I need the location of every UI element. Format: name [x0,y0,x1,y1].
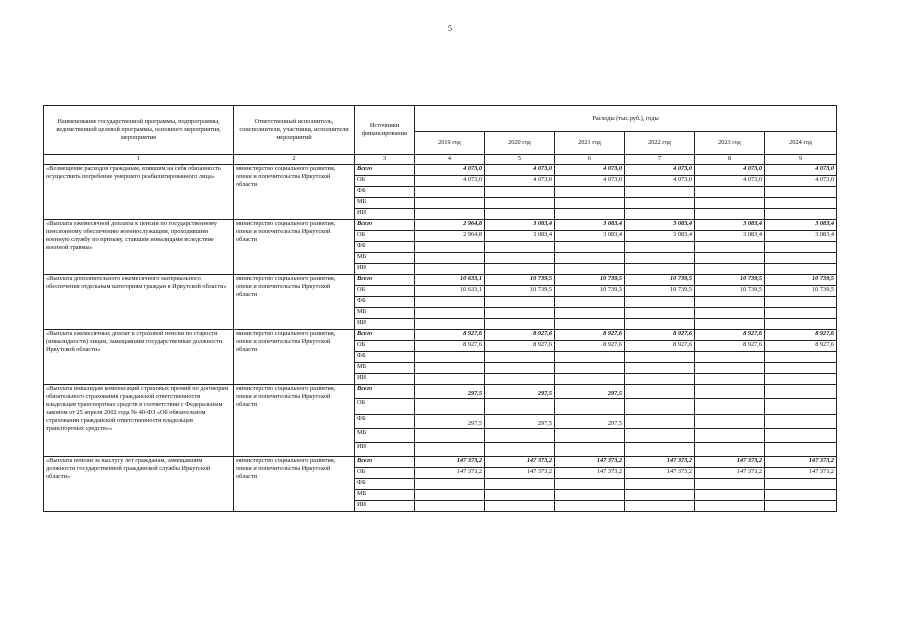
funding-source: Всего [355,165,415,176]
expense-value: 3 083,4 [555,220,625,231]
expense-value: 3 083,4 [485,220,555,231]
activity-name: «Выплата ежемесячных доплат к страховой пенсии по старости (инвалидности) лицам, замещавшим государственные должности Иркутской области» [44,330,234,385]
expense-value [695,429,765,443]
expense-value [415,399,485,415]
funding-source: Всего [355,330,415,341]
expense-value [625,490,695,501]
expense-value [415,319,485,330]
expense-value: 2 964,8 [415,231,485,242]
expenses-table [43,105,837,512]
expense-value: 4 073,0 [415,176,485,187]
expense-value [765,415,837,429]
funding-source: ФБ [355,297,415,308]
expense-value [765,479,837,490]
header-program-name: Наименование государственной программы, подпрограммы, ведомственной целевой программы, основного мероприятия, мероприятия [44,106,234,155]
expense-value [695,187,765,198]
expense-value [625,415,695,429]
expense-value: 147 373,2 [415,457,485,468]
expense-value [485,490,555,501]
table-row [44,385,837,399]
expense-value [485,443,555,457]
expense-value: 8 927,6 [415,341,485,352]
funding-source: ФБ [355,242,415,253]
expense-value [695,198,765,209]
expense-value [625,253,695,264]
expense-value [415,352,485,363]
responsible-executor: министерство социального развития, опеки и попечительства Иркутской области [234,457,355,512]
expense-value [415,297,485,308]
expense-value: 8 927,6 [485,341,555,352]
table-row [44,220,837,231]
expense-value [695,479,765,490]
expense-value [555,264,625,275]
funding-source: ОБ [355,399,415,415]
expense-value [555,308,625,319]
expense-value: 3 083,4 [695,231,765,242]
column-index: 7 [625,155,695,165]
expense-value [555,443,625,457]
expense-value [765,363,837,374]
expense-value [695,297,765,308]
activity-name: «Возмещение расходов гражданам, взявшим на себя обязанность осуществить погребение умершего реабилитированного лица» [44,165,234,220]
expense-value: 4 073,0 [555,176,625,187]
expense-value [625,501,695,512]
expense-value [555,242,625,253]
expense-value: 10 739,5 [555,275,625,286]
expense-value [485,209,555,220]
expense-value: 8 927,6 [765,330,837,341]
funding-source: Всего [355,385,415,399]
expense-value: 8 927,6 [415,330,485,341]
funding-source: ФБ [355,479,415,490]
expense-value [695,319,765,330]
responsible-executor: министерство социального развития, опеки и попечительства Иркутской области [234,220,355,275]
expense-value: 297,5 [485,415,555,429]
funding-source: МБ [355,490,415,501]
expense-value: 8 927,6 [765,341,837,352]
header-year: 2024 год [765,132,837,155]
expense-value: 147 373,2 [555,457,625,468]
expense-value [765,443,837,457]
expense-value [765,253,837,264]
expense-value: 3 083,4 [485,231,555,242]
expense-value [765,352,837,363]
header-funding-source: Источники финансирования [355,106,415,155]
expense-value [695,374,765,385]
expense-value [625,363,695,374]
header-year: 2020 год [485,132,555,155]
expense-value: 147 373,2 [695,457,765,468]
column-index: 4 [415,155,485,165]
expense-value [625,209,695,220]
expense-value [625,385,695,399]
expense-value: 10 739,5 [765,275,837,286]
funding-source: МБ [355,198,415,209]
responsible-executor: министерство социального развития, опеки и попечительства Иркутской области [234,330,355,385]
expense-value: 8 927,6 [555,341,625,352]
expense-value [555,374,625,385]
expense-value [485,363,555,374]
funding-source: ИИ [355,264,415,275]
funding-source: Всего [355,457,415,468]
expense-value [765,385,837,399]
expense-value [765,399,837,415]
expense-value [695,264,765,275]
expenses-table-body [44,165,837,512]
expense-value: 147 373,2 [625,468,695,479]
expense-value [765,242,837,253]
expense-value [695,209,765,220]
expense-value [555,429,625,443]
funding-source: Всего [355,275,415,286]
expense-value: 4 073,0 [695,176,765,187]
expense-value [485,429,555,443]
funding-source: МБ [355,429,415,443]
expense-value [625,242,695,253]
expense-value: 4 073,0 [485,176,555,187]
expense-value [695,443,765,457]
expense-value: 3 083,4 [765,231,837,242]
responsible-executor: министерство социального развития, опеки и попечительства Иркутской области [234,165,355,220]
table-row [44,457,837,468]
expense-value: 3 083,4 [625,231,695,242]
expense-value [625,429,695,443]
expense-value [695,363,765,374]
funding-source: ОБ [355,176,415,187]
expense-value: 147 373,2 [695,468,765,479]
expense-value [415,501,485,512]
expense-value: 3 083,4 [765,220,837,231]
funding-source: МБ [355,308,415,319]
header-responsible: Ответственный исполнитель, соисполнители, участники, исполнители мероприятий [234,106,355,155]
expense-value: 147 373,2 [485,457,555,468]
expense-value [625,297,695,308]
expense-value [765,319,837,330]
expense-value [695,501,765,512]
funding-source: ИИ [355,443,415,457]
expense-value [695,490,765,501]
expense-value: 10 739,5 [485,275,555,286]
expense-value [555,319,625,330]
expense-value [695,253,765,264]
expense-value: 8 927,6 [695,330,765,341]
funding-source: ОБ [355,341,415,352]
expense-value [695,385,765,399]
expense-value [485,253,555,264]
funding-source: ИИ [355,501,415,512]
column-index: 6 [555,155,625,165]
expense-value [485,308,555,319]
expense-value [415,209,485,220]
expense-value [485,264,555,275]
expense-value: 8 927,6 [485,330,555,341]
funding-source: МБ [355,253,415,264]
column-index: 8 [695,155,765,165]
page-number: 5 [448,24,452,33]
expense-value: 297,5 [555,385,625,399]
expense-value: 10 739,5 [695,286,765,297]
expense-value [765,209,837,220]
expense-value [765,308,837,319]
expense-value: 10 739,5 [625,286,695,297]
expense-value [415,308,485,319]
expense-value [555,253,625,264]
column-index: 9 [765,155,837,165]
funding-source: ИИ [355,374,415,385]
expense-value [415,363,485,374]
funding-source: Всего [355,220,415,231]
expense-value: 10 739,5 [555,286,625,297]
expense-value: 8 927,6 [625,341,695,352]
expense-value [765,429,837,443]
funding-source: ФБ [355,352,415,363]
expense-value [625,374,695,385]
expense-value [555,297,625,308]
expense-value: 4 073,0 [625,176,695,187]
column-index: 1 [44,155,234,165]
expense-value: 10 633,1 [415,275,485,286]
responsible-executor: министерство социального развития, опеки и попечительства Иркутской области [234,385,355,457]
expense-value [765,374,837,385]
expense-value [625,264,695,275]
expense-value: 4 073,0 [695,165,765,176]
expense-value [485,187,555,198]
expense-value [415,374,485,385]
activity-name: «Выплата ежемесячной доплаты к пенсии по государственному пенсионному обеспечению военнослужащим, проходившим военную службу по призыву, ставшим инвалидами вследствие военной травмы» [44,220,234,275]
expense-value: 10 739,5 [695,275,765,286]
expense-value: 4 073,0 [765,176,837,187]
expense-value: 4 073,0 [555,165,625,176]
expense-value [415,242,485,253]
header-year: 2023 год [695,132,765,155]
expense-value: 10 739,5 [485,286,555,297]
expense-value: 297,5 [555,415,625,429]
column-index: 3 [355,155,415,165]
header-expenses: Расходы (тыс.руб.), годы [415,106,837,132]
activity-name: «Выплата пенсии за выслугу лет гражданам, замещавшим должности государственной гражданской службы Иркутской области» [44,457,234,512]
expense-value [485,399,555,415]
expense-value: 4 073,0 [765,165,837,176]
expense-value [695,242,765,253]
expense-value [625,319,695,330]
expense-value: 8 927,6 [555,330,625,341]
expense-value: 147 373,2 [765,468,837,479]
expense-value [555,352,625,363]
expense-value [765,264,837,275]
funding-source: ОБ [355,231,415,242]
expense-value [765,187,837,198]
expense-value [415,187,485,198]
expense-value [555,209,625,220]
expense-value [695,308,765,319]
expense-value [555,490,625,501]
expense-value [765,297,837,308]
expense-value [765,198,837,209]
column-index: 2 [234,155,355,165]
expense-value [485,352,555,363]
expense-value: 8 927,6 [625,330,695,341]
expense-value [765,501,837,512]
expense-value: 147 373,2 [555,468,625,479]
table-row [44,165,837,176]
expense-value [485,297,555,308]
expense-value [695,352,765,363]
expense-value [415,264,485,275]
expense-value [555,399,625,415]
expense-value [765,490,837,501]
funding-source: ФБ [355,415,415,429]
table-row [44,275,837,286]
expense-value: 3 083,4 [695,220,765,231]
expense-value [485,242,555,253]
expense-value [485,501,555,512]
expense-value [415,198,485,209]
expense-value: 4 073,0 [625,165,695,176]
expense-value: 3 083,4 [555,231,625,242]
expense-value: 10 739,5 [765,286,837,297]
expense-value [625,399,695,415]
column-index: 5 [485,155,555,165]
funding-source: ИИ [355,319,415,330]
funding-source: МБ [355,363,415,374]
funding-source: ФБ [355,187,415,198]
funding-source: ОБ [355,286,415,297]
table-row [44,330,837,341]
expense-value: 147 373,2 [765,457,837,468]
expense-value: 147 373,2 [485,468,555,479]
expense-value: 147 373,2 [415,468,485,479]
responsible-executor: министерство социального развития, опеки и попечительства Иркутской области [234,275,355,330]
expense-value [625,443,695,457]
expense-value [415,479,485,490]
expense-value [415,253,485,264]
funding-source: ИИ [355,209,415,220]
funding-source: ОБ [355,468,415,479]
expense-value [485,479,555,490]
expense-value [625,187,695,198]
expense-value [555,501,625,512]
expense-value [555,363,625,374]
expense-value [415,443,485,457]
expense-value [555,479,625,490]
expense-value [415,490,485,501]
expense-value [415,429,485,443]
expense-value: 297,5 [415,415,485,429]
header-year: 2022 год [625,132,695,155]
expense-value [695,415,765,429]
expense-value: 10 633,1 [415,286,485,297]
expense-value [625,479,695,490]
expense-value [625,308,695,319]
expense-value [485,374,555,385]
expense-value [555,198,625,209]
expense-value: 297,5 [415,385,485,399]
expense-value [625,198,695,209]
activity-name: «Выплата дополнительного ежемесячного материального обеспечения отдельным категориям граждан в Иркутской области» [44,275,234,330]
expense-value [625,352,695,363]
activity-name: «Выплата инвалидам компенсаций страховых премий по договорам обязательного страхования гражданской ответственности владельцев транспортных средств в соответствии с Федеральным законом от 25 апреля 2002 года № 40-ФЗ «Об обязательном страховании гражданской ответственности владельцев транспортных средств»» [44,385,234,457]
expense-value [555,187,625,198]
expense-value: 4 073,0 [415,165,485,176]
expense-value [695,399,765,415]
header-year: 2019 год [415,132,485,155]
expense-value [485,319,555,330]
expense-value: 3 083,4 [625,220,695,231]
expense-value: 147 373,2 [625,457,695,468]
expense-value: 10 739,5 [625,275,695,286]
expense-value: 2 964,8 [415,220,485,231]
header-year: 2021 год [555,132,625,155]
expense-value [485,198,555,209]
expense-value: 297,5 [485,385,555,399]
expense-value: 8 927,6 [695,341,765,352]
expense-value: 4 073,0 [485,165,555,176]
